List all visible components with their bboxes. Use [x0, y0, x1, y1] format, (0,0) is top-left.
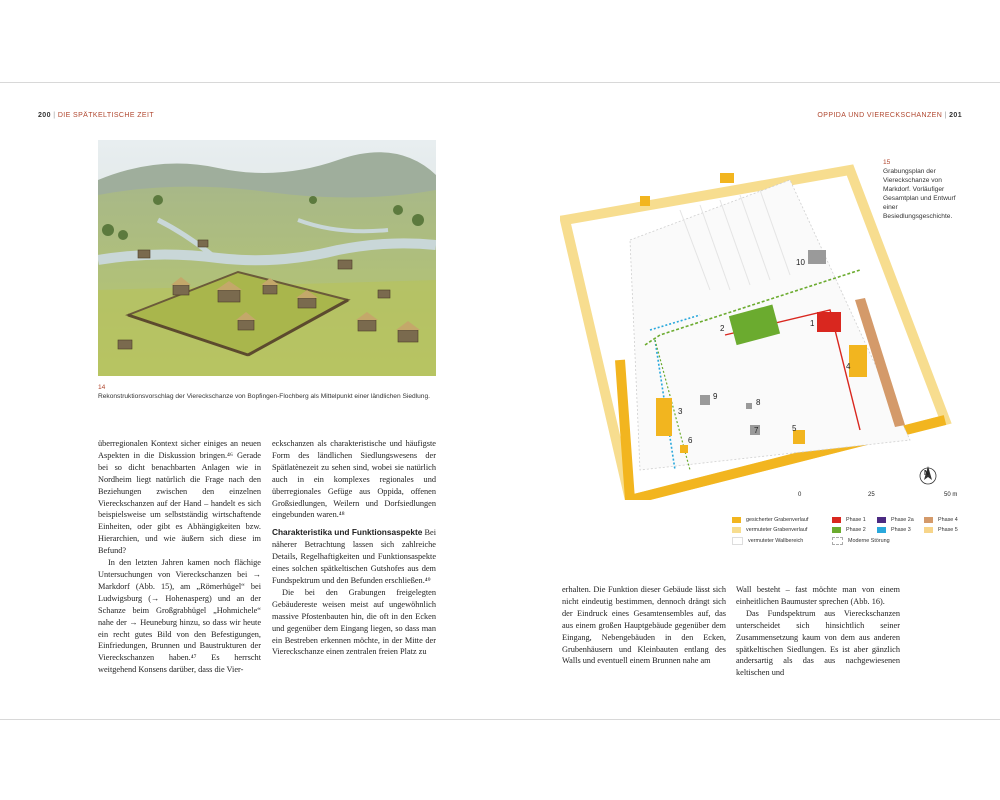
- paragraph: erhalten. Die Funktion dieser Gebäude lässt sich nicht eindeutig bestimmen, dennoch drängt sich der Eindruck eines Gesamtensembles auf, das aus einem großen Hauptgebäude gegenüber dem Eingang, Nebengebäuden in den Ecken, Grubenhäusern und Kleinbauten entlang des Walls und eventuell einem Brunnen nahe am: [562, 585, 726, 666]
- scale-25: 25: [868, 492, 875, 498]
- figure-15-number: 15: [883, 159, 891, 166]
- swatch-presumed: [732, 527, 741, 533]
- left-section-title: DIE SPÄTKELTISCHE ZEIT: [57, 112, 155, 119]
- swatch-phase4: [924, 517, 933, 523]
- legend-presumed-wall-label: vermuteter Wallbereich: [748, 538, 804, 544]
- subheading: Charakteristika und Funktionsaspekte: [272, 527, 423, 538]
- swatch-phase2a: [877, 517, 886, 523]
- paragraph: Das Fundspektrum aus Viereckschanzen unterscheidet sich hinsichtlich seiner Zusammensetzung kaum von dem aus anderen spätkeltischen Siedlungen. Es ist aber gänzlich andersartig als das aus nachgewiesenen keltischen und: [736, 608, 900, 678]
- legend-modern-label: Moderne Störung: [848, 538, 890, 544]
- building-label-6: 6: [688, 436, 693, 445]
- legend-phase2a: [877, 517, 914, 523]
- paragraph: eckschanzen als charakteristische und häufigste Form des ländlichen Siedlungswesens der Spätlatènezeit zu sehen sind, wobei sie natürlich auch in ein komplexes regionales und überregionales Gefüge aus Oppida, offenen Großsiedlungen, Weilern und Dorfsiedlungen eingebunden waren.⁴⁸: [272, 439, 436, 520]
- paragraph-text: Bei näherer Betrachtung lassen sich zahlreiche Details, Regelhaftigkeiten und Funktionsaspekte eines solchen spätkeltischen Gutshofes aus dem Fundspektrum und den Befunden erschließen.⁴⁹: [272, 528, 437, 585]
- legend-phase4: [924, 517, 958, 523]
- legend-certain-ditch-label: gesicherter Grabenverlauf: [746, 517, 809, 523]
- building-label-8: 8: [756, 398, 761, 407]
- building-label-7: 7: [754, 426, 759, 435]
- legend-phase3: [877, 527, 911, 533]
- building-label-10: 10: [796, 258, 805, 267]
- left-page-number: 200: [38, 112, 51, 119]
- right-running-head: OPPIDA UND VIERECKSCHANZEN | 201: [817, 112, 962, 119]
- paragraph: Wall besteht – fast möchte man von einem einheitlichen Baumuster sprechen (Abb. 16).: [736, 585, 900, 606]
- building-label-9: 9: [713, 392, 718, 401]
- scale-50: 50 m: [944, 492, 958, 498]
- paragraph: überregionalen Kontext sicher einiges an neuen Aspekten in die Diskussion bringen.⁴⁶ Gerade bei so dicht benachbarten Anlagen wie in Nordheim liegt natürlich die Frage nach den Beziehungen zwischen den einzelnen Viereckschanzen auf der Hand – handelt es sich beispielsweise um selbstständig wirtschaftende Einheiten, oder gibt es Abhängigkeiten bzw. Hierarchien, und wie äußern sich diese im Befund?: [98, 439, 261, 556]
- legend-phase5: [924, 527, 958, 533]
- building-label-1: 1: [810, 319, 815, 328]
- legend-presumed-ditch-label: vermuteter Grabenverlauf: [746, 527, 808, 533]
- swatch-certain: [732, 517, 741, 523]
- swatch-wall: [732, 537, 743, 545]
- figure-15-text: Grabungsplan der Viereckschanze von Markdorf. Vorläufiger Gesamtplan und Entwurf einer Besiedlungsgeschichte.: [883, 168, 956, 220]
- reconstruction-illustration: [98, 140, 436, 376]
- paragraph: In den letzten Jahren kamen noch flächige Untersuchungen von Viereckschanzen bei → Markdorf (Abb. 15), am „Römerhügel“ bei Ludwigsburg (→ Hohenasperg) und an der Schanze beim Großgrabhügel „Hohmichele“ nahe der → Heuneburg hinzu, so dass wir heute ein recht gutes Bild von den Befestigungen, Einfriedungen, Brunnen und Baustrukturen der Viereckschanzen haben.⁴⁷ Es herrscht weitgehend Konsens darüber, dass die Vier-: [98, 558, 261, 675]
- excavation-plan: [560, 140, 970, 500]
- swatch-phase2: [832, 527, 841, 533]
- legend-phase3-label: Phase 3: [891, 527, 911, 533]
- figure-14-number: 14: [98, 384, 106, 391]
- paragraph: [272, 527, 436, 587]
- legend-certain-ditch: [732, 517, 808, 523]
- right-section-title: OPPIDA UND VIERECKSCHANZEN: [817, 112, 943, 119]
- swatch-phase5: [924, 527, 933, 533]
- legend-phase2a-label: Phase 2a: [891, 517, 914, 523]
- text-column-1: [98, 438, 261, 676]
- legend-phase2-label: Phase 2: [846, 527, 866, 533]
- building-label-2: 2: [720, 324, 725, 333]
- right-page-number: 201: [949, 112, 962, 119]
- plan-legend: [732, 517, 972, 547]
- legend-presumed-ditch: [732, 527, 807, 533]
- legend-phase2: [832, 527, 866, 533]
- legend-phase5-label: Phase 5: [938, 527, 958, 533]
- left-running-head: 200 | DIE SPÄTKELTISCHE ZEIT: [38, 112, 155, 119]
- figure-14-text: Rekonstruktionsvorschlag der Viereckschanze von Bopfingen-Flochberg als Mittelpunkt einer ländlichen Siedlung.: [98, 393, 430, 400]
- building-label-3: 3: [678, 407, 683, 416]
- swatch-modern: [832, 537, 843, 545]
- building-label-5: 5: [792, 424, 797, 433]
- figure-14-caption: [98, 383, 438, 401]
- landscape-painting: [98, 140, 436, 376]
- text-column-2: [272, 438, 436, 658]
- paragraph: Die bei den Grabungen freigelegten Gebäudereste weisen meist auf ungewöhnlich massive Pfostenbauten hin, die oft in den Ecken und gegenüber dem Eingang liegen, so dass man ein Bestreben erkennen möchte, in der Mitte der Viereckschanze einen zentralen freien Platz zu: [272, 587, 436, 657]
- legend-phase1-label: Phase 1: [846, 517, 866, 523]
- legend-phase1: [832, 517, 866, 523]
- scale-0: 0: [798, 492, 802, 498]
- plan-drawing: [560, 140, 970, 500]
- swatch-phase3: [877, 527, 886, 533]
- text-column-4: [736, 584, 900, 679]
- legend-phase4-label: Phase 4: [938, 517, 958, 523]
- legend-presumed-wall: [732, 537, 803, 545]
- swatch-phase1: [832, 517, 841, 523]
- building-label-4: 4: [846, 362, 851, 371]
- north-label: N: [924, 470, 930, 477]
- legend-modern: [832, 537, 890, 545]
- text-column-3: [562, 584, 726, 667]
